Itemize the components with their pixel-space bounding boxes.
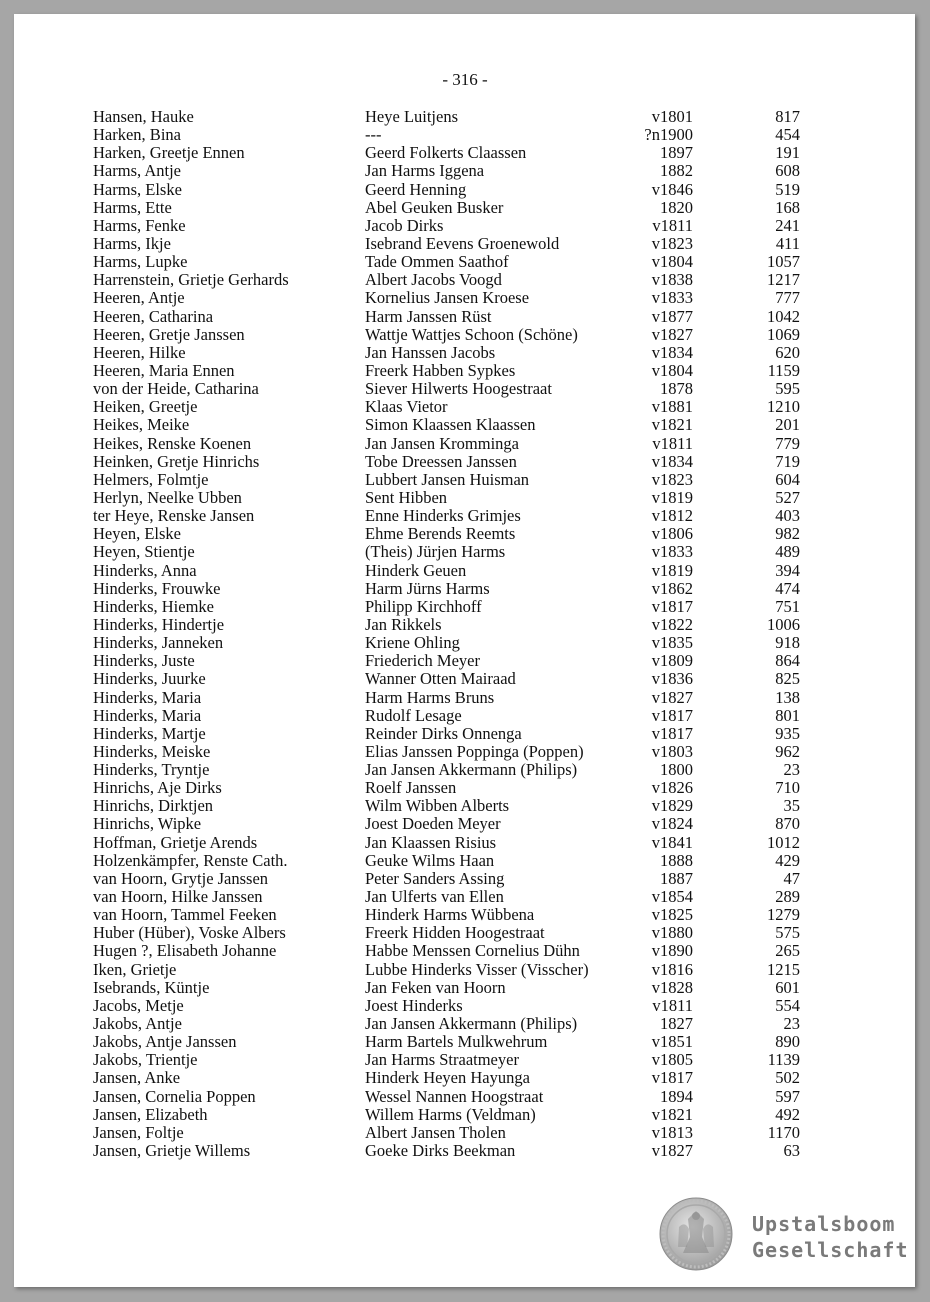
entry-year: 1897	[660, 143, 693, 163]
entry-spouse: ---	[365, 125, 382, 145]
entry-name: Hinderks, Tryntje	[93, 760, 210, 780]
entry-name: Harms, Elske	[93, 179, 182, 199]
entry-number: 1210	[767, 397, 800, 417]
entry-spouse: Jan Ulferts van Ellen	[365, 887, 504, 907]
entry-name: Jansen, Cornelia Poppen	[93, 1086, 256, 1106]
entry-number: 1042	[767, 306, 800, 326]
entry-year: v1804	[651, 252, 693, 272]
entry-year: v1846	[651, 179, 693, 199]
entry-name: Hinderks, Juurke	[93, 669, 206, 689]
entry-number: 779	[775, 433, 800, 453]
entry-number: 201	[775, 415, 800, 435]
entry-number: 502	[775, 1068, 800, 1088]
logo-line-1: Upstalsboom	[752, 1212, 896, 1236]
entry-number: 429	[775, 850, 800, 870]
table-row	[93, 670, 813, 688]
table-row	[93, 507, 813, 525]
entry-spouse: Geerd Henning	[365, 179, 467, 199]
entry-spouse: Harm Janssen Rüst	[365, 306, 492, 326]
entry-year: 1827	[660, 1014, 693, 1034]
entry-spouse: Geuke Wilms Haan	[365, 850, 495, 870]
entry-spouse: Elias Janssen Poppinga (Poppen)	[365, 741, 584, 761]
entry-year: v1801	[651, 107, 693, 126]
entry-number: 519	[775, 179, 800, 199]
entry-name: Heiken, Greetje	[93, 397, 198, 417]
entry-name: Hinrichs, Wipke	[93, 814, 202, 834]
entry-spouse: Peter Sanders Assing	[365, 868, 505, 888]
entry-year: v1881	[651, 397, 693, 417]
entry-name: Hinrichs, Dirktjen	[93, 796, 214, 816]
entry-number: 751	[775, 596, 800, 616]
entry-number: 489	[775, 542, 800, 562]
entry-number: 620	[775, 342, 800, 362]
entry-name: Helmers, Folmtje	[93, 469, 209, 489]
entry-number: 138	[775, 687, 800, 707]
entry-year: 1894	[660, 1086, 693, 1106]
entry-name: van Hoorn, Tammel Feeken	[93, 905, 277, 925]
entry-number: 403	[775, 506, 800, 526]
entry-spouse: Wessel Nannen Hoogstraat	[365, 1086, 544, 1106]
entry-number: 23	[783, 760, 800, 780]
register-list	[93, 108, 813, 1160]
table-row	[93, 181, 813, 199]
entry-number: 1170	[767, 1122, 800, 1142]
entry-name: Jacobs, Metje	[93, 995, 184, 1015]
entry-spouse: Reinder Dirks Onnenga	[365, 723, 522, 743]
entry-spouse: Abel Geuken Busker	[365, 197, 504, 217]
entry-spouse: Klaas Vietor	[365, 397, 448, 417]
entry-spouse: Jan Jansen Kromminga	[365, 433, 519, 453]
table-row	[93, 1015, 813, 1033]
entry-number: 1215	[767, 959, 800, 979]
table-row	[93, 707, 813, 725]
table-row	[93, 725, 813, 743]
entry-number: 935	[775, 723, 800, 743]
entry-spouse: Hinderk Heyen Hayunga	[365, 1068, 530, 1088]
entry-name: Heeren, Maria Ennen	[93, 360, 235, 380]
table-row	[93, 797, 813, 815]
table-row	[93, 634, 813, 652]
entry-spouse: Siever Hilwerts Hoogestraat	[365, 379, 552, 399]
entry-year: v1804	[651, 360, 693, 380]
entry-spouse: Jan Harms Iggena	[365, 161, 485, 181]
table-row	[93, 979, 813, 997]
entry-year: v1821	[651, 1104, 693, 1124]
entry-number: 575	[775, 923, 800, 943]
table-row	[93, 761, 813, 779]
entry-spouse: (Theis) Jürjen Harms	[365, 542, 506, 562]
table-row	[93, 235, 813, 253]
table-row	[93, 162, 813, 180]
entry-name: Jansen, Anke	[93, 1068, 181, 1088]
entry-number: 918	[775, 633, 800, 653]
entry-name: Hinderks, Anna	[93, 560, 197, 580]
entry-name: Harms, Antje	[93, 161, 181, 181]
table-row	[93, 326, 813, 344]
entry-spouse: Lubbert Jansen Huisman	[365, 469, 530, 489]
entry-spouse: Jan Hanssen Jacobs	[365, 342, 496, 362]
entry-year: v1809	[651, 651, 693, 671]
table-row	[93, 543, 813, 561]
entry-spouse: Tobe Dreessen Janssen	[365, 451, 517, 471]
entry-year: v1827	[651, 1141, 693, 1161]
entry-number: 962	[775, 741, 800, 761]
entry-name: Heeren, Hilke	[93, 342, 186, 362]
entry-number: 777	[775, 288, 800, 308]
entry-spouse: Freerk Habben Sypkes	[365, 360, 516, 380]
entry-number: 35	[783, 796, 800, 816]
entry-number: 608	[775, 161, 800, 181]
entry-spouse: Goeke Dirks Beekman	[365, 1141, 516, 1161]
entry-year: 1820	[660, 197, 693, 217]
entry-spouse: Jan Klaassen Risius	[365, 832, 497, 852]
entry-year: v1829	[651, 796, 693, 816]
entry-year: v1813	[651, 1122, 693, 1142]
entry-number: 982	[775, 524, 800, 544]
table-row	[93, 489, 813, 507]
entry-year: 1878	[660, 379, 693, 399]
entry-year: v1824	[651, 814, 693, 834]
entry-year: v1823	[651, 233, 693, 253]
entry-name: Hinderks, Martje	[93, 723, 206, 743]
entry-year: v1880	[651, 923, 693, 943]
entry-spouse: Philipp Kirchhoff	[365, 596, 482, 616]
entry-year: v1833	[651, 288, 693, 308]
entry-year: 1800	[660, 760, 693, 780]
table-row	[93, 743, 813, 761]
entry-year: v1854	[651, 887, 693, 907]
entry-spouse: Ehme Berends Reemts	[365, 524, 516, 544]
society-logo	[659, 1197, 909, 1277]
entry-name: Heeren, Antje	[93, 288, 185, 308]
entry-name: Hinderks, Frouwke	[93, 578, 221, 598]
table-row	[93, 344, 813, 362]
entry-number: 870	[775, 814, 800, 834]
entry-number: 601	[775, 977, 800, 997]
entry-number: 1279	[767, 905, 800, 925]
entry-spouse: Jan Feken van Hoorn	[365, 977, 506, 997]
table-row	[93, 652, 813, 670]
entry-number: 241	[775, 215, 800, 235]
entry-year: v1834	[651, 451, 693, 471]
entry-spouse: Sent Hibben	[365, 487, 448, 507]
entry-number: 47	[783, 868, 800, 888]
entry-name: Harken, Greetje Ennen	[93, 143, 245, 163]
entry-name: Hansen, Hauke	[93, 107, 194, 126]
entry-year: v1862	[651, 578, 693, 598]
entry-number: 265	[775, 941, 800, 961]
entry-spouse: Hinderk Harms Wübbena	[365, 905, 535, 925]
entry-number: 1012	[767, 832, 800, 852]
entry-spouse: Isebrand Eevens Groenewold	[365, 233, 560, 253]
table-row	[93, 199, 813, 217]
table-row	[93, 108, 813, 126]
table-row	[93, 598, 813, 616]
table-row	[93, 779, 813, 797]
entry-year: v1877	[651, 306, 693, 326]
table-row	[93, 416, 813, 434]
entry-year: v1819	[651, 560, 693, 580]
table-row	[93, 1088, 813, 1106]
entry-name: Heyen, Stientje	[93, 542, 195, 562]
entry-number: 23	[783, 1014, 800, 1034]
entry-name: Harrenstein, Grietje Gerhards	[93, 270, 289, 290]
entry-year: v1803	[651, 741, 693, 761]
entry-year: v1811	[652, 995, 693, 1015]
entry-spouse: Wilm Wibben Alberts	[365, 796, 510, 816]
entry-name: von der Heide, Catharina	[93, 379, 259, 399]
seal-icon	[659, 1197, 733, 1271]
table-row	[93, 380, 813, 398]
entry-spouse: Jacob Dirks	[365, 215, 444, 235]
entry-year: v1816	[651, 959, 693, 979]
entry-spouse: Albert Jacobs Voogd	[365, 270, 502, 290]
entry-number: 1057	[767, 252, 800, 272]
entry-name: Jansen, Foltje	[93, 1122, 184, 1142]
table-row	[93, 271, 813, 289]
table-row	[93, 689, 813, 707]
table-row	[93, 362, 813, 380]
table-row	[93, 852, 813, 870]
entry-number: 719	[775, 451, 800, 471]
entry-year: v1827	[651, 324, 693, 344]
table-row	[93, 562, 813, 580]
entry-number: 289	[775, 887, 800, 907]
entry-year: v1851	[651, 1032, 693, 1052]
table-row	[93, 888, 813, 906]
entry-spouse: Heye Luitjens	[365, 107, 459, 126]
entry-year: v1817	[651, 705, 693, 725]
entry-year: v1834	[651, 342, 693, 362]
entry-name: Iken, Grietje	[93, 959, 177, 979]
entry-spouse: Jan Jansen Akkermann (Philips)	[365, 1014, 578, 1034]
entry-year: v1817	[651, 1068, 693, 1088]
table-row	[93, 616, 813, 634]
entry-year: v1890	[651, 941, 693, 961]
entry-spouse: Wanner Otten Mairaad	[365, 669, 516, 689]
entry-name: Holzenkämpfer, Renste Cath.	[93, 850, 288, 870]
entry-year: v1812	[651, 506, 693, 526]
entry-number: 492	[775, 1104, 800, 1124]
entry-spouse: Roelf Janssen	[365, 778, 457, 798]
entry-spouse: Hinderk Geuen	[365, 560, 467, 580]
entry-name: Heikes, Meike	[93, 415, 190, 435]
entry-number: 191	[775, 143, 800, 163]
entry-spouse: Joest Hinderks	[365, 995, 463, 1015]
entry-number: 864	[775, 651, 800, 671]
entry-year: v1836	[651, 669, 693, 689]
entry-name: Herlyn, Neelke Ubben	[93, 487, 242, 507]
entry-spouse: Harm Harms Bruns	[365, 687, 495, 707]
entry-year: 1887	[660, 868, 693, 888]
entry-spouse: Lubbe Hinderks Visser (Visscher)	[365, 959, 589, 979]
entry-number: 604	[775, 469, 800, 489]
entry-spouse: Freerk Hidden Hoogestraat	[365, 923, 545, 943]
entry-number: 474	[775, 578, 800, 598]
entry-name: Harms, Fenke	[93, 215, 186, 235]
table-row	[93, 1106, 813, 1124]
entry-year: v1827	[651, 687, 693, 707]
entry-year: v1835	[651, 633, 693, 653]
entry-year: v1826	[651, 778, 693, 798]
entry-spouse: Joest Doeden Meyer	[365, 814, 501, 834]
entry-name: Hinrichs, Aje Dirks	[93, 778, 222, 798]
entry-spouse: Jan Jansen Akkermann (Philips)	[365, 760, 578, 780]
entry-year: v1821	[651, 415, 693, 435]
table-row	[93, 870, 813, 888]
entry-name: Hinderks, Maria	[93, 687, 202, 707]
entry-spouse: Wattje Wattjes Schoon (Schöne)	[365, 324, 578, 344]
entry-year: v1819	[651, 487, 693, 507]
entry-name: Heeren, Gretje Janssen	[93, 324, 245, 344]
entry-number: 554	[775, 995, 800, 1015]
entry-year: v1811	[652, 433, 693, 453]
table-row	[93, 1033, 813, 1051]
entry-name: Hinderks, Hindertje	[93, 614, 225, 634]
entry-name: ter Heye, Renske Jansen	[93, 506, 255, 526]
table-row	[93, 289, 813, 307]
entry-spouse: Kriene Ohling	[365, 633, 460, 653]
table-row	[93, 815, 813, 833]
entry-name: Harms, Ikje	[93, 233, 171, 253]
table-row	[93, 308, 813, 326]
entry-name: Jakobs, Antje	[93, 1014, 182, 1034]
entry-name: Hinderks, Juste	[93, 651, 195, 671]
table-row	[93, 1142, 813, 1160]
entry-name: van Hoorn, Grytje Janssen	[93, 868, 269, 888]
entry-number: 1139	[767, 1050, 800, 1070]
entry-spouse: Tade Ommen Saathof	[365, 252, 509, 272]
table-row	[93, 906, 813, 924]
entry-year: v1838	[651, 270, 693, 290]
entry-name: Harken, Bina	[93, 125, 181, 145]
entry-year: ?n1900	[644, 125, 693, 145]
entry-spouse: Habbe Menssen Cornelius Dühn	[365, 941, 580, 961]
entry-number: 817	[775, 107, 800, 126]
entry-spouse: Jan Rikkels	[365, 614, 442, 634]
table-row	[93, 253, 813, 271]
table-row	[93, 834, 813, 852]
table-row	[93, 1051, 813, 1069]
entry-name: Huber (Hüber), Voske Albers	[93, 923, 286, 943]
entry-name: Heikes, Renske Koenen	[93, 433, 252, 453]
table-row	[93, 217, 813, 235]
entry-year: v1833	[651, 542, 693, 562]
entry-year: 1888	[660, 850, 693, 870]
page-number: - 316 -	[442, 70, 488, 89]
entry-name: Hoffman, Grietje Arends	[93, 832, 258, 852]
entry-number: 454	[775, 125, 800, 145]
table-row	[93, 525, 813, 543]
entry-number: 597	[775, 1086, 800, 1106]
logo-line-2: Gesellschaft	[752, 1238, 909, 1262]
entry-name: Hinderks, Hiemke	[93, 596, 214, 616]
entry-number: 63	[783, 1141, 800, 1161]
entry-number: 801	[775, 705, 800, 725]
entry-year: v1811	[652, 215, 693, 235]
entry-name: Jakobs, Trientje	[93, 1050, 198, 1070]
entry-number: 825	[775, 669, 800, 689]
entry-number: 710	[775, 778, 800, 798]
entry-number: 394	[775, 560, 800, 580]
entry-spouse: Jan Harms Straatmeyer	[365, 1050, 519, 1070]
entry-name: Hinderks, Meiske	[93, 741, 211, 761]
table-row	[93, 1069, 813, 1087]
entry-spouse: Albert Jansen Tholen	[365, 1122, 506, 1142]
entry-name: Jansen, Elizabeth	[93, 1104, 208, 1124]
entry-number: 411	[775, 233, 800, 253]
entry-spouse: Friederich Meyer	[365, 651, 480, 671]
entry-name: Hugen ?, Elisabeth Johanne	[93, 941, 277, 961]
table-row	[93, 144, 813, 162]
entry-number: 1069	[767, 324, 800, 344]
table-row	[93, 435, 813, 453]
table-row	[93, 580, 813, 598]
entry-name: Heyen, Elske	[93, 524, 181, 544]
entry-name: Jansen, Grietje Willems	[93, 1141, 251, 1161]
table-row	[93, 961, 813, 979]
entry-name: Hinderks, Maria	[93, 705, 202, 725]
entry-year: v1841	[651, 832, 693, 852]
entry-number: 595	[775, 379, 800, 399]
entry-name: Jakobs, Antje Janssen	[93, 1032, 237, 1052]
table-row	[93, 942, 813, 960]
entry-spouse: Willem Harms (Veldman)	[365, 1104, 536, 1124]
entry-year: v1823	[651, 469, 693, 489]
table-row	[93, 997, 813, 1015]
entry-spouse: Simon Klaassen Klaassen	[365, 415, 536, 435]
entry-spouse: Rudolf Lesage	[365, 705, 462, 725]
entry-spouse: Geerd Folkerts Claassen	[365, 143, 527, 163]
entry-year: v1825	[651, 905, 693, 925]
entry-spouse: Harm Jürns Harms	[365, 578, 490, 598]
entry-spouse: Enne Hinderks Grimjes	[365, 506, 521, 526]
entry-name: Hinderks, Janneken	[93, 633, 224, 653]
entry-name: Heeren, Catharina	[93, 306, 214, 326]
entry-year: v1822	[651, 614, 693, 634]
entry-name: van Hoorn, Hilke Janssen	[93, 887, 263, 907]
entry-number: 168	[775, 197, 800, 217]
entry-number: 527	[775, 487, 800, 507]
entry-year: v1817	[651, 723, 693, 743]
table-row	[93, 924, 813, 942]
entry-number: 1006	[767, 614, 800, 634]
table-row	[93, 471, 813, 489]
entry-name: Isebrands, Küntje	[93, 977, 210, 997]
entry-name: Harms, Lupke	[93, 252, 188, 272]
entry-year: v1805	[651, 1050, 693, 1070]
table-row	[93, 453, 813, 471]
entry-spouse: Harm Bartels Mulkwehrum	[365, 1032, 548, 1052]
entry-name: Harms, Ette	[93, 197, 172, 217]
table-row	[93, 126, 813, 144]
entry-number: 890	[775, 1032, 800, 1052]
entry-year: v1806	[651, 524, 693, 544]
entry-year: v1817	[651, 596, 693, 616]
entry-year: 1882	[660, 161, 693, 181]
entry-spouse: Kornelius Jansen Kroese	[365, 288, 530, 308]
entry-name: Heinken, Gretje Hinrichs	[93, 451, 260, 471]
entry-number: 1217	[767, 270, 800, 290]
table-row	[93, 1124, 813, 1142]
entry-year: v1828	[651, 977, 693, 997]
entry-number: 1159	[767, 360, 800, 380]
table-row	[93, 398, 813, 416]
